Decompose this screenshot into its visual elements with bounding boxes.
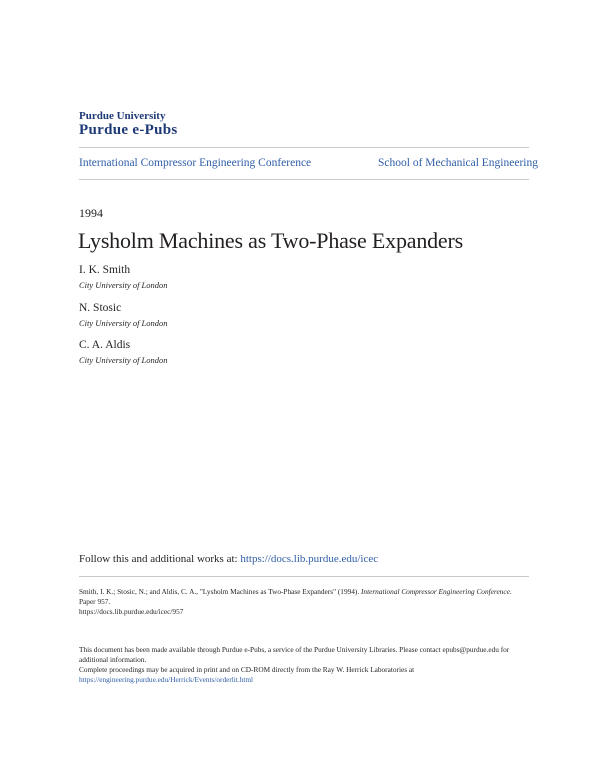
- citation-divider: [79, 576, 529, 577]
- citation-block: [79, 587, 529, 617]
- author-name: I. K. Smith: [79, 264, 131, 276]
- citation-tail: . Paper 957.: [79, 587, 512, 606]
- citation-url[interactable]: https://docs.lib.purdue.edu/icec/957: [79, 607, 184, 616]
- nav-divider: [79, 179, 529, 180]
- availability-notice: [79, 645, 529, 685]
- notice-line-1: This document has been made available through Purdue e-Pubs, a service of the Purdue University Libraries. Please contact epubs@purdue.edu for additional information.: [79, 645, 510, 664]
- author-name: N. Stosic: [79, 302, 122, 314]
- collection-link[interactable]: https://docs.lib.purdue.edu/icec: [240, 553, 379, 565]
- top-divider: [79, 147, 529, 148]
- author-affiliation: City University of London: [79, 355, 168, 365]
- follow-label: Follow this and additional works at:: [79, 553, 241, 565]
- author-affiliation: City University of London: [79, 280, 168, 290]
- publication-year: 1994: [79, 206, 103, 220]
- school-link[interactable]: School of Mechanical Engineering: [378, 157, 538, 169]
- follow-line: [79, 553, 378, 565]
- citation-journal: International Compressor Engineering Conference: [360, 587, 510, 596]
- paper-title: Lysholm Machines as Two-Phase Expanders: [78, 228, 463, 253]
- citation-lead: Smith, I. K.; Stosic, N.; and Aldis, C. A., "Lysholm Machines as Two-Phase Expanders" (1994).: [79, 587, 361, 596]
- herrick-link[interactable]: https://engineering.purdue.edu/Herrick/Events/orderlit.html: [79, 675, 254, 684]
- university-name: Purdue University: [79, 110, 166, 122]
- author-name: C. A. Aldis: [79, 339, 131, 351]
- author-affiliation: City University of London: [79, 318, 168, 328]
- notice-line-2: Complete proceedings may be acquired in print and on CD-ROM directly from the Ray W. Herrick Laboratories at: [79, 665, 415, 674]
- conference-link[interactable]: International Compressor Engineering Conference: [79, 157, 312, 169]
- repository-name[interactable]: Purdue e-Pubs: [79, 122, 178, 138]
